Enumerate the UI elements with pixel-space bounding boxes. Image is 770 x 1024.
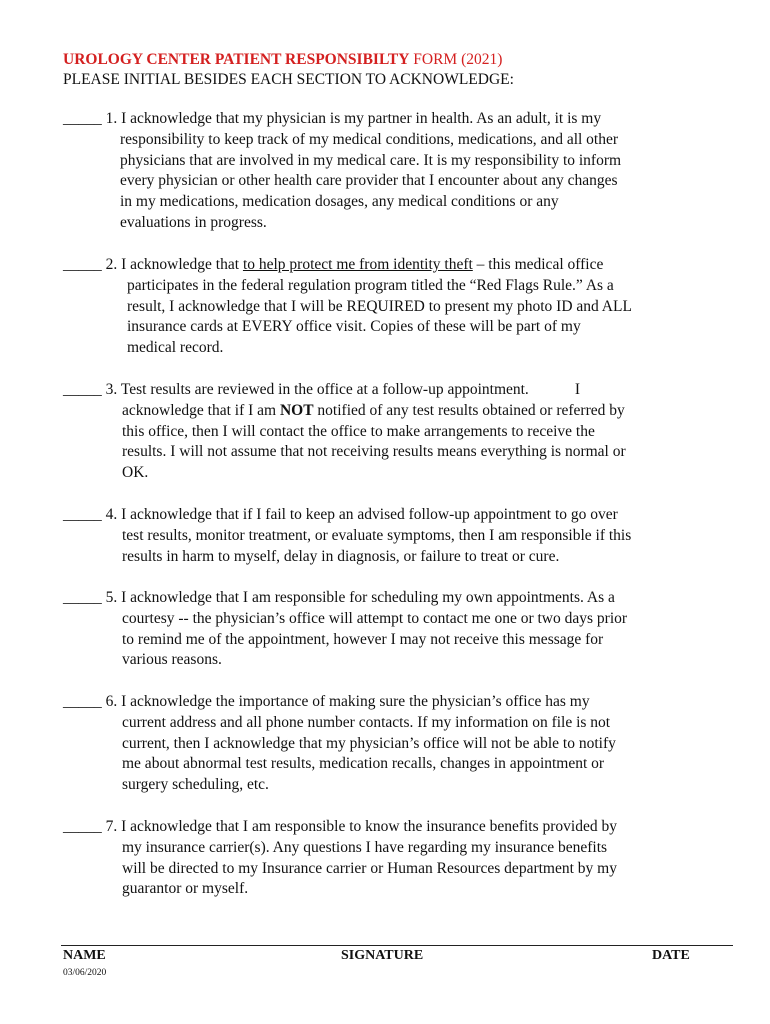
identity-theft-phrase: to help protect me from identity theft xyxy=(242,256,473,273)
form-title xyxy=(63,50,502,70)
acknowledgement-item-1 xyxy=(63,109,621,234)
form-title-year: FORM (2021) xyxy=(409,51,503,68)
initial-blank[interactable]: _____ xyxy=(63,589,102,606)
initial-blank[interactable]: _____ xyxy=(63,381,102,398)
item-line: – this medical office xyxy=(472,256,604,273)
item-line: result, I acknowledge that I will be REQUIRED to present my photo ID and ALL xyxy=(127,297,632,315)
item-line: I xyxy=(574,381,580,398)
item-line: I acknowledge that if I fail to keep an advised follow-up appointment to go over xyxy=(121,506,618,523)
item-line: my insurance carrier(s). Any questions I have regarding my insurance benefits xyxy=(122,838,608,856)
item-line: OK. xyxy=(122,464,149,482)
item-line: participates in the federal regulation program titled the “Red Flags Rule.” As a xyxy=(127,276,614,294)
item-line: I acknowledge that xyxy=(121,256,243,273)
item-number: 7. xyxy=(105,818,118,835)
signature-line[interactable] xyxy=(61,945,733,946)
item-line: test results, monitor treatment, or evaluate symptoms, then I am responsible if this xyxy=(122,526,632,544)
date-label: DATE xyxy=(652,948,690,963)
acknowledgement-item-3 xyxy=(63,380,626,484)
item-number: 6. xyxy=(105,693,118,710)
initial-blank[interactable]: _____ xyxy=(63,506,102,523)
item-line: medical record. xyxy=(127,339,224,357)
item-line: acknowledge that if I am xyxy=(122,401,280,419)
not-emphasis: NOT xyxy=(279,401,314,419)
item-line: guarantor or myself. xyxy=(122,880,249,898)
item-line: current address and all phone number contacts. If my information on file is not xyxy=(122,713,611,731)
item-line: I acknowledge the importance of making sure the physician’s office has my xyxy=(121,693,590,710)
item-line: results in harm to myself, delay in diagnosis, or failure to treat or cure. xyxy=(122,547,560,565)
item-line: physicians that are involved in my medical care. It is my responsibility to inform xyxy=(120,151,622,169)
acknowledgement-item-6 xyxy=(63,692,616,796)
item-number: 5. xyxy=(105,589,118,606)
acknowledgement-item-5 xyxy=(63,588,627,671)
form-title-bold: UROLOGY CENTER PATIENT RESPONSIBILTY xyxy=(63,51,410,68)
initial-blank[interactable]: _____ xyxy=(63,818,102,835)
revision-date: 03/06/2020 xyxy=(63,968,107,978)
item-line: courtesy -- the physician’s office will attempt to contact me one or two days prior xyxy=(122,609,628,627)
item-line: I acknowledge that my physician is my partner in health. As an adult, it is my xyxy=(121,110,602,127)
initial-blank[interactable]: _____ xyxy=(63,256,102,273)
acknowledgement-item-2 xyxy=(63,255,632,359)
item-number: 3. xyxy=(105,381,118,398)
item-line: surgery scheduling, etc. xyxy=(122,776,269,794)
item-number: 4. xyxy=(105,506,118,523)
item-line: every physician or other health care provider that I encounter about any changes xyxy=(120,172,618,190)
item-line: insurance cards at EVERY office visit. Copies of these will be part of my xyxy=(127,318,581,336)
initial-blank[interactable]: _____ xyxy=(63,693,102,710)
item-line: me about abnormal test results, medication recalls, changes in appointment or xyxy=(122,755,605,773)
form-instructions: PLEASE INITIAL BESIDES EACH SECTION TO ACKNOWLEDGE: xyxy=(63,71,514,88)
acknowledgement-item-7 xyxy=(63,817,617,900)
item-line: notified of any test results obtained or referred by xyxy=(313,401,625,419)
item-number: 2. xyxy=(105,256,118,273)
item-line: will be directed to my Insurance carrier or Human Resources department by my xyxy=(122,859,617,877)
item-line: various reasons. xyxy=(122,651,222,669)
signature-label: SIGNATURE xyxy=(341,948,424,963)
item-number: 1. xyxy=(105,110,118,127)
item-line: I acknowledge that I am responsible to know the insurance benefits provided by xyxy=(121,818,617,835)
item-line: results. I will not assume that not receiving results means everything is normal or xyxy=(122,443,626,461)
initial-blank[interactable]: _____ xyxy=(63,110,102,127)
item-line: evaluations in progress. xyxy=(120,213,267,231)
acknowledgement-item-4 xyxy=(63,505,631,567)
item-line: I acknowledge that I am responsible for scheduling my own appointments. As a xyxy=(121,589,615,606)
item-line: this office, then I will contact the office to make arrangements to receive the xyxy=(122,422,595,440)
item-line: current, then I acknowledge that my physician’s office will not be able to notify xyxy=(122,734,616,752)
item-line: to remind me of the appointment, however I may not receive this message for xyxy=(122,630,604,648)
name-label: NAME xyxy=(63,948,106,963)
item-line: in my medications, medication dosages, any medical conditions or any xyxy=(120,193,559,211)
item-line: responsibility to keep track of my medical conditions, medications, and all other xyxy=(120,130,619,148)
item-line: Test results are reviewed in the office at a follow-up appointment. xyxy=(120,381,529,398)
